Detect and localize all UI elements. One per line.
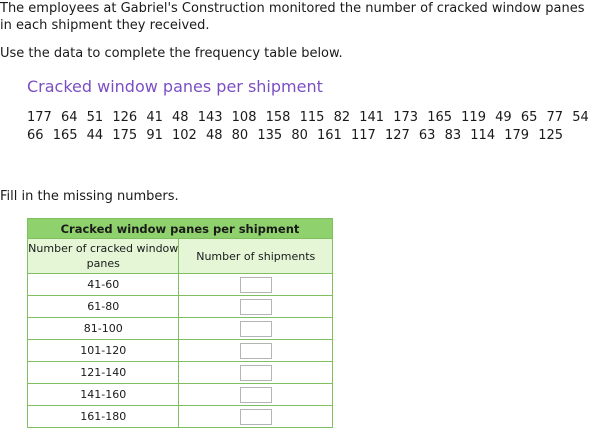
range-cell: 61-80 — [28, 296, 179, 318]
data-values-list — [27, 109, 595, 145]
range-cell: 161-180 — [28, 406, 179, 428]
data-value: 66 — [27, 128, 44, 143]
fill-prompt: Fill in the missing numbers. — [0, 189, 179, 204]
table-body — [28, 274, 333, 428]
data-value: 165 — [52, 128, 78, 143]
data-value: 48 — [172, 110, 189, 125]
data-value: 177 — [27, 110, 52, 125]
data-value: 65 — [520, 110, 538, 125]
data-value: 119 — [461, 110, 486, 125]
count-cell — [179, 384, 333, 406]
data-value: 83 — [444, 128, 462, 143]
problem-instruction: Use the data to complete the frequency table below. — [0, 46, 343, 61]
data-value: 135 — [257, 128, 283, 143]
problem-intro: The employees at Gabriel's Construction monitored the number of cracked window panes in each shipment they received. — [0, 1, 585, 33]
shipment-count-input[interactable] — [240, 299, 272, 315]
count-cell — [179, 362, 333, 384]
shipment-count-input[interactable] — [240, 387, 272, 403]
data-value: 165 — [427, 110, 453, 125]
frequency-table — [27, 218, 333, 428]
data-value: 115 — [299, 110, 325, 125]
data-value: 127 — [384, 128, 410, 143]
data-value: 117 — [350, 128, 376, 143]
table-row — [28, 340, 333, 362]
table-row — [28, 362, 333, 384]
data-value: 41 — [146, 110, 163, 125]
count-cell — [179, 318, 333, 340]
data-value: 175 — [112, 128, 138, 143]
shipment-count-input[interactable] — [240, 277, 272, 293]
data-value: 108 — [231, 110, 257, 125]
data-value: 161 — [317, 128, 342, 143]
data-value: 63 — [418, 128, 436, 143]
range-cell: 81-100 — [28, 318, 179, 340]
data-value: 102 — [172, 128, 197, 143]
data-value: 114 — [470, 128, 496, 143]
range-cell: 121-140 — [28, 362, 179, 384]
data-heading: Cracked window panes per shipment — [27, 77, 323, 96]
data-value: 82 — [333, 110, 351, 125]
shipment-count-input[interactable] — [240, 321, 272, 337]
shipment-count-input[interactable] — [240, 343, 272, 359]
data-value: 80 — [291, 128, 308, 143]
range-cell: 141-160 — [28, 384, 179, 406]
data-value: 158 — [265, 110, 291, 125]
count-cell — [179, 296, 333, 318]
data-value: 173 — [393, 110, 419, 125]
table-row — [28, 406, 333, 428]
shipment-count-input[interactable] — [240, 409, 272, 425]
count-cell — [179, 274, 333, 296]
column-header-panes: Number of cracked window panes — [28, 239, 179, 274]
count-cell — [179, 340, 333, 362]
table-row — [28, 296, 333, 318]
table-title-row — [28, 219, 333, 239]
data-value: 126 — [112, 110, 138, 125]
data-value: 44 — [86, 128, 104, 143]
data-value: 125 — [538, 128, 564, 143]
column-header-shipments: Number of shipments — [179, 239, 333, 274]
data-value: 51 — [86, 110, 104, 125]
data-value: 80 — [231, 128, 249, 143]
range-cell: 101-120 — [28, 340, 179, 362]
data-value: 48 — [205, 128, 223, 143]
table-title: Cracked window panes per shipment — [28, 219, 333, 239]
table-row — [28, 384, 333, 406]
range-cell: 41-60 — [28, 274, 179, 296]
data-value: 141 — [359, 110, 385, 125]
data-value: 54 — [572, 110, 589, 125]
data-value: 64 — [60, 110, 78, 125]
table-header-row — [28, 239, 333, 274]
table-row — [28, 274, 333, 296]
shipment-count-input[interactable] — [240, 365, 272, 381]
data-value: 91 — [146, 128, 163, 143]
data-value: 77 — [546, 110, 564, 125]
data-value: 49 — [495, 110, 512, 125]
count-cell — [179, 406, 333, 428]
table-row — [28, 318, 333, 340]
data-value: 179 — [504, 128, 530, 143]
data-value: 143 — [197, 110, 223, 125]
